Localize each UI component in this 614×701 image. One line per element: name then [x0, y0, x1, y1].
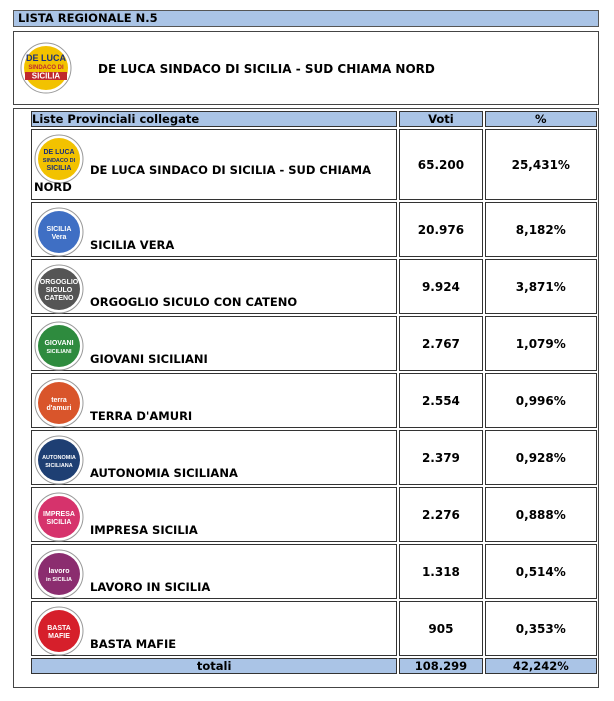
list-cell — [31, 373, 397, 428]
de-luca-logo-icon — [20, 42, 72, 94]
votes-cell: 65.200 — [399, 129, 482, 200]
logo-text: SICILIANI — [46, 349, 72, 355]
logo-text: lavoro — [48, 568, 70, 575]
logo-line-1: DE LUCA — [26, 53, 66, 63]
logo-text: SICILIA — [46, 226, 72, 233]
table-row — [31, 316, 597, 371]
logo-text: d'amuri — [46, 405, 72, 412]
logo-text: terra — [51, 397, 67, 404]
votes-cell: 2.276 — [399, 487, 482, 542]
totals-label: totali — [31, 658, 397, 674]
table-row — [31, 129, 597, 200]
percent-cell: 0,353% — [485, 601, 597, 656]
header-votes: Voti — [399, 111, 482, 127]
table-row — [31, 373, 597, 428]
list-name: ORGOGLIO SICULO CON CATENO — [90, 295, 298, 309]
coalition-header — [13, 31, 599, 105]
percent-cell: 1,079% — [485, 316, 597, 371]
list-name: TERRA D'AMURI — [90, 409, 193, 423]
table-row — [31, 487, 597, 542]
table-row — [31, 202, 597, 257]
logo-text: AUTONOMIA — [42, 455, 76, 461]
logo-line-2: SINDACO DI — [28, 65, 64, 71]
table-row — [31, 544, 597, 599]
list-name: SICILIA VERA — [90, 238, 175, 252]
table-row — [31, 259, 597, 314]
list-name: BASTA MAFIE — [90, 637, 177, 651]
terra-damuri-logo-icon — [34, 378, 84, 428]
table-row — [31, 430, 597, 485]
list-name: IMPRESA SICILIA — [90, 523, 198, 537]
votes-cell: 905 — [399, 601, 482, 656]
list-cell — [31, 601, 397, 656]
list-cell — [31, 430, 397, 485]
impresa-sicilia-logo-icon — [34, 492, 84, 542]
list-cell — [31, 316, 397, 371]
totals-row — [31, 658, 597, 674]
votes-cell: 2.554 — [399, 373, 482, 428]
votes-cell: 2.767 — [399, 316, 482, 371]
percent-cell: 0,888% — [485, 487, 597, 542]
list-cell — [31, 259, 397, 314]
logo-line-3: SICILIA — [31, 71, 61, 81]
logo-text: SICILIANA — [45, 463, 73, 469]
percent-cell: 0,928% — [485, 430, 597, 485]
votes-cell: 2.379 — [399, 430, 482, 485]
totals-votes: 108.299 — [399, 658, 482, 674]
giovani-siciliani-logo-icon — [34, 321, 84, 371]
list-cell — [31, 129, 397, 200]
logo-text: BASTA — [47, 625, 71, 632]
results-table — [29, 109, 599, 676]
logo-text: SICULO — [45, 287, 73, 294]
lavoro-in-sicilia-logo-icon — [34, 549, 84, 599]
logo-text: ORGOGLIO — [39, 279, 79, 286]
list-name: AUTONOMIA SICILIANA — [90, 466, 238, 480]
list-name: LAVORO IN SICILIA — [90, 580, 211, 594]
basta-mafie-logo-icon — [34, 606, 84, 656]
list-cell — [31, 544, 397, 599]
list-name: GIOVANI SICILIANI — [90, 352, 208, 366]
percent-cell: 0,996% — [485, 373, 597, 428]
percent-cell: 0,514% — [485, 544, 597, 599]
logo-text: CATENO — [44, 295, 74, 302]
logo-text: GIOVANI — [44, 340, 74, 347]
logo-text: SICILIA — [46, 165, 72, 172]
header-lists: Liste Provinciali collegate — [31, 111, 397, 127]
logo-text: DE LUCA — [43, 149, 75, 156]
percent-cell: 3,871% — [485, 259, 597, 314]
orgoglio-siculo-logo-icon — [34, 264, 84, 314]
list-name: DE LUCA SINDACO DI SICILIA - SUD CHIAMA NORD — [34, 163, 372, 194]
logo-text: MAFIE — [48, 633, 70, 640]
list-cell — [31, 487, 397, 542]
header-percent: % — [485, 111, 597, 127]
table-header-row — [31, 111, 597, 127]
table-row — [31, 601, 597, 656]
autonomia-siciliana-logo-icon — [34, 435, 84, 485]
logo-text: IMPRESA — [43, 511, 75, 518]
logo-text: in SICILIA — [46, 577, 72, 583]
logo-text: SINDACO DI — [42, 158, 76, 164]
list-cell — [31, 202, 397, 257]
sicilia-vera-logo-icon — [34, 207, 84, 257]
votes-cell: 9.924 — [399, 259, 482, 314]
logo-text: SICILIA — [46, 519, 72, 526]
totals-percent: 42,242% — [485, 658, 597, 674]
list-title: LISTA REGIONALE N.5 — [13, 10, 599, 27]
results-container — [13, 108, 599, 688]
votes-cell: 1.318 — [399, 544, 482, 599]
percent-cell: 8,182% — [485, 202, 597, 257]
coalition-name: DE LUCA SINDACO DI SICILIA - SUD CHIAMA NORD — [98, 62, 435, 76]
logo-text: Vera — [51, 234, 67, 241]
votes-cell: 20.976 — [399, 202, 482, 257]
percent-cell: 25,431% — [485, 129, 597, 200]
